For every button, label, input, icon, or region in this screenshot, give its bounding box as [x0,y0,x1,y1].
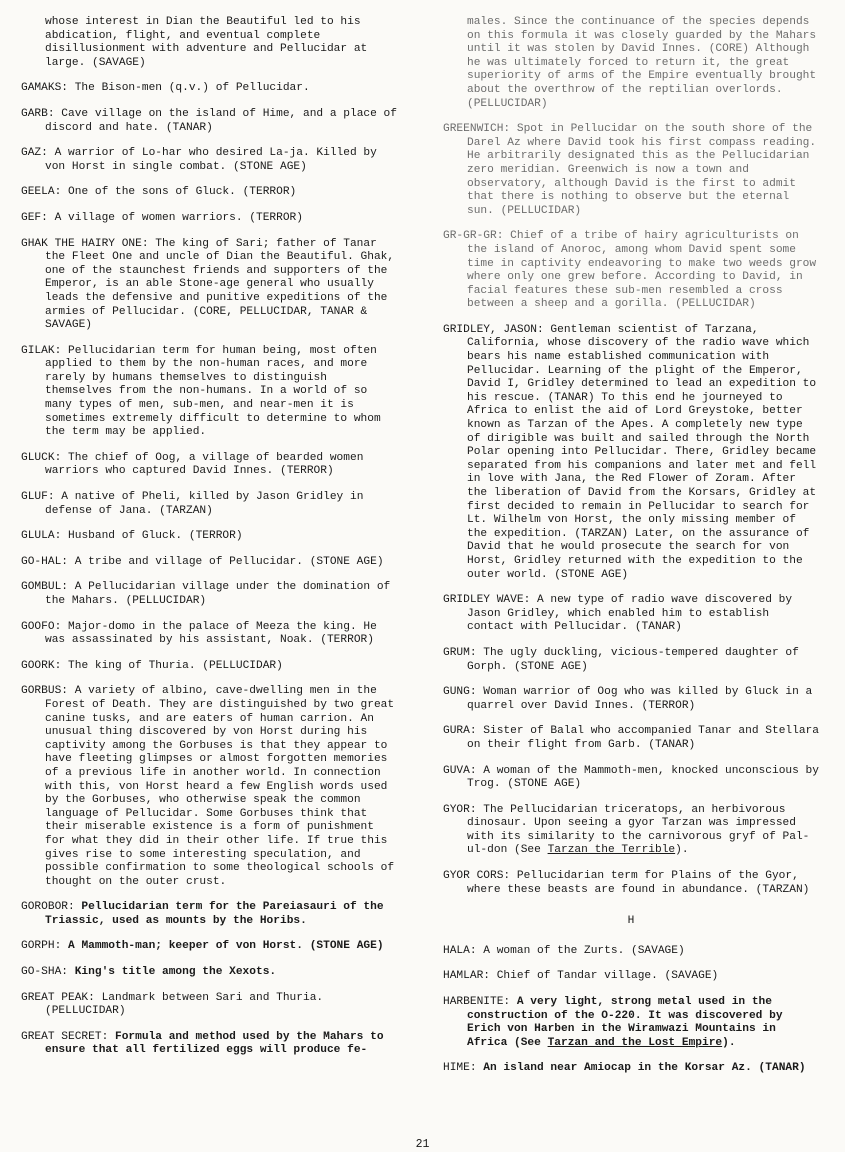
entry-definition: A Mammoth-man; keeper of von Horst. (STONE AGE) [61,940,384,953]
entry-term: GREAT SECRET: [21,1030,109,1043]
glossary-entry [443,725,819,752]
glossary-entry [21,901,399,928]
glossary-entry [443,123,819,218]
entry-definition: Gentleman scientist of Tarzana, California, whose discovery of the radio wave which bears his name established communication with Pellucidar. Learning of the plight of the Emperor, David I, Gridley determined to lead an expedition to his rescue. (TANAR) To this end he journeyed to Africa to enlist the aid of Lord Greystoke, better known as Tarzan of the Apes. A completely new type of dirigible was built and sailed through the North Polar opening into Pellucidar. There, Gridley became separated from his companions and later met and fell in love with Jana, the Red Flower of Zoram. After the liberation of David from the Korsars, Gridley at first decided to remain in Pellucidar to search for Lt. Wilhelm von Horst, the only missing member of the expedition. (TARZAN) Later, on the assurance of David that he would prosecute the search for von Horst, Gridley returned with the expedition to the outer world. (STONE AGE) [467,323,817,581]
entry-definition: Woman warrior of Oog who was killed by Gluck in a quarrel over David Innes. (TERROR) [467,686,813,712]
glossary-entry [21,82,399,96]
entry-definition: A woman of the Mammoth-men, knocked unconscious by Trog. (STONE AGE) [467,764,819,791]
entry-term: GRIDLEY WAVE: [443,594,531,607]
entry-definition: The ugly duckling, vicious-tempered daughter of Gorph. (STONE AGE) [467,646,799,673]
glossary-entry [21,1031,399,1058]
glossary-entry [21,212,399,226]
entry-definition: Formula and method used by the Mahars to ensure that all fertilized eggs will produce fe- [45,1030,384,1057]
entry-definition: Landmark between Sari and Thuria. (PELLUCIDAR) [45,991,324,1018]
entry-term: GOROBOR: [21,901,75,914]
entry-definition: An island near Amiocap in the Korsar Az. (TANAR) [476,1062,806,1075]
entry-term: GEELA: [21,186,62,199]
entry-term: GO-HAL: [21,555,68,568]
entry-term: GOOFO: [21,620,62,633]
glossary-entry [443,996,819,1050]
book-title-citation: Tarzan and the Lost Empire [547,1036,723,1049]
glossary-entry [21,581,399,608]
glossary-entry [21,621,399,648]
entry-term: HAMLAR: [443,970,490,983]
entry-term: GAMAKS: [21,82,68,95]
entry-term: GRIDLEY, JASON: [443,323,544,336]
entry-definition: A warrior of Lo-har who desired La-ja. Killed by von Horst in single combat. (STONE AGE) [45,147,377,173]
glossary-entry [21,108,399,135]
glossary-entry [443,765,819,792]
glossary-entry [21,992,399,1019]
entry-definition: A Pellucidarian village under the domination of the Mahars. (PELLUCIDAR) [45,581,391,607]
entry-definition: Chief of a tribe of hairy agriculturists on the island of Anoroc, among whom David spent some time in captivity endeavoring to make two weeds grow where only one grew before. According to David, in facial features these sub-men resembled a cross between a sheep and a gorilla. (PELLUCIDAR) [467,230,817,311]
entry-term: GLUF: [21,491,55,504]
entry-definition: A variety of albino, cave-dwelling men in the Forest of Death. They are distinguished by two great canine tusks, and are eaters of human carrion. An unusual thing discovered by von Horst during his captivity among the Gorbuses is that they appear to have fleeting glimpses or almost forgotten memories of a previous life in another world. In connection with this, von Horst heard a few English words used by the Gorbuses, who otherwise speak the common language of Pellucidar. Some Gorbuses think that their miserable existence is a form of punishment for what they did in their other life. If true this gives rise to some interesting speculation, and possible confirmation to some theological schools of thought on the outer crust. [45,685,395,888]
entry-term: GOMBUL: [21,581,68,594]
entry-term: GEF: [21,211,48,224]
left-column [21,16,399,1070]
glossary-entry [21,491,399,518]
entry-term: HARBENITE: [443,996,511,1009]
entry-term: HIME: [443,1062,477,1075]
entry-definition: A village of women warriors. (TERROR) [47,211,303,224]
entry-definition: Husband of Gluck. (TERROR) [61,530,243,543]
glossary-entry [443,647,819,674]
entry-definition: A new type of radio wave discovered by Jason Gridley, which enabled him to establish contact with Pellucidar. (TANAR) [467,594,793,634]
glossary-entry [21,940,399,954]
glossary-entry [443,945,819,959]
entry-definition: The chief of Oog, a village of bearded women warriors who captured David Innes. (TERROR) [45,451,364,478]
glossary-entry [443,230,819,312]
entry-term: GAZ: [21,147,48,160]
entry-term: GHAK THE HAIRY ONE: [21,237,149,250]
glossary-entry [21,186,399,200]
entry-definition: Cave village on the island of Hime, and a place of discord and hate. (TANAR) [45,107,397,134]
glossary-entry [443,686,819,713]
glossary-entry [21,685,399,889]
book-title-citation: Tarzan the Terrible [547,844,676,857]
glossary-entry [21,452,399,479]
entry-definition: Sister of Balal who accompanied Tanar and Stellara on their flight from Garb. (TANAR) [467,725,819,751]
entry-definition: King's title among the Xexots. [68,966,277,979]
glossary-entry-continuation [443,16,819,111]
entry-definition: Major-domo in the palace of Meeza the king. He was assassinated by his assistant, Noak. (TERROR) [45,620,377,647]
entry-term: GREAT PEAK: [21,991,95,1004]
entry-term: HALA: [443,944,477,957]
entry-definition: Pellucidarian term for Plains of the Gyor, where these beasts are found in abundance. (TARZAN) [467,870,810,896]
glossary-entry [443,594,819,635]
entry-definition: Pellucidarian term for human being, most often applied to them by the non-human races, and more rarely by humans themselves to distinguish themselves from the non-humans. In a world of so many types of men, sub-men, and near-men it is sometimes extremely difficult to determine to whom the term may be applied. [45,344,381,439]
entry-definition: The Bison-men (q.v.) of Pellucidar. [68,82,310,95]
entry-definition: A native of Pheli, killed by Jason Gridley in defense of Jana. (TARZAN) [45,491,364,517]
entry-definition: The king of Sari; father of Tanar the Fleet One and uncle of Dian the Beautiful. Ghak, one of the staunchest friends and supporters of the Emperor, is an able Stone-age general who usually leads the defensive and punitive expeditions of the armies of Pellucidar. (CORE, PELLUCIDAR, TANAR & SAVAGE) [45,237,395,332]
glossary-entry [21,556,399,570]
glossary-entry [443,804,819,858]
entry-term: GRUM: [443,646,477,659]
entry-term: GLUCK: [21,451,62,464]
entry-definition-end: ). [675,844,689,857]
entry-term: GILAK: [21,344,62,357]
entry-definition: whose interest in Dian the Beautiful led to his abdication, flight, and eventual complete disillusionment with adventure and Pellucidar at large. (SAVAGE) [45,16,368,69]
entry-term: GOORK: [21,659,62,672]
entry-definition: A tribe and village of Pellucidar. (STONE AGE) [68,555,384,568]
glossary-entry [443,870,819,897]
entry-definition: A very light, strong metal used in the construction of the O-220. It was discovered by Erich von Harben in the Wiramwazi Mountains in Africa (See [467,996,783,1049]
glossary-entry [21,966,399,980]
glossary-entry [443,324,819,582]
glossary-entry [443,970,819,984]
glossary-entry-continuation [21,16,399,70]
entry-definition: A woman of the Zurts. (SAVAGE) [476,944,685,957]
glossary-entry [21,147,399,174]
entry-term: GORPH: [21,940,62,953]
entry-term: GREENWICH: [443,123,511,136]
entry-definition: Chief of Tandar village. (SAVAGE) [490,970,719,983]
entry-term: GO-SHA: [21,966,68,979]
entry-term: GYOR CORS: [443,870,511,883]
entry-term: GURA: [443,725,477,738]
entry-term: GLULA: [21,530,62,543]
glossary-entry [443,1062,819,1076]
page-number: 21 [415,1138,430,1151]
entry-term: GUVA: [443,764,477,777]
section-heading: H [627,915,635,928]
entry-term: GORBUS: [21,685,68,698]
entry-definition: The king of Thuria. (PELLUCIDAR) [61,659,283,672]
entry-definition: males. Since the continuance of the species depends on this formula it was closely guarded by the Mahars until it was stolen by David Innes. (CORE) Although he was ultimately forced to return it, the great superiority of arms of the Empire eventually brought about the overthrow of the reptilian overlords. (PELLUCIDAR) [467,16,817,110]
entry-definition: Spot in Pellucidar on the south shore of the Darel Az where David took his first compass reading. He arbitrarily designated this as the Pellucidarian zero meridian. Greenwich is now a town and observatory, although David is the first to admit that there is nothing to observe but the eternal sun. (PELLUCIDAR) [467,123,817,217]
glossary-entry [21,530,399,544]
entry-definition: Pellucidarian term for the Pareiasauri of the Triassic, used as mounts by the Horibs. [45,901,384,927]
glossary-entry [21,238,399,333]
entry-term: GUNG: [443,686,477,699]
entry-definition: One of the sons of Gluck. (TERROR) [61,186,297,199]
right-column [443,16,819,1088]
entry-term: GARB: [21,107,55,120]
glossary-entry [21,345,399,440]
entry-term: GYOR: [443,803,477,816]
entry-definition: The Pellucidarian triceratops, an herbivorous dinosaur. Upon seeing a gyor Tarzan was impressed with its similarity to the carnivorous gryf of Pal-ul-don (See [467,803,810,857]
entry-definition-end: ). [722,1036,736,1049]
entry-term: GR-GR-GR: [443,230,504,243]
glossary-entry [21,660,399,674]
